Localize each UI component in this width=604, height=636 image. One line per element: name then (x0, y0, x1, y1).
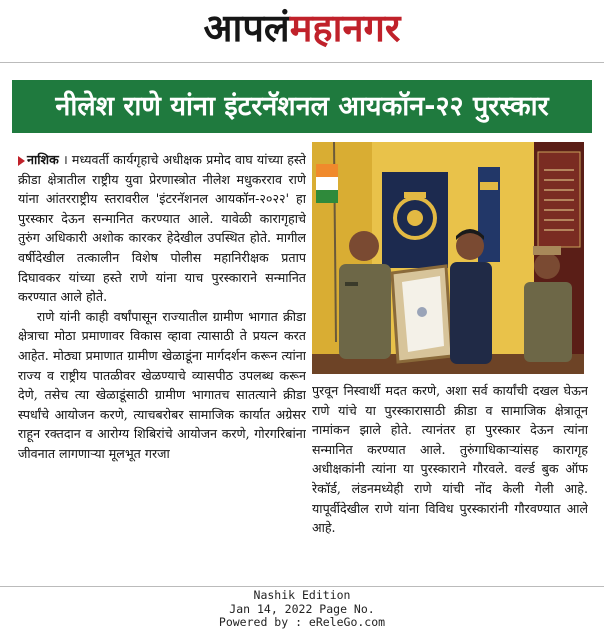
dateline-marker-icon (18, 156, 25, 166)
newspaper-logo (0, 4, 604, 52)
edition-name: Nashik Edition (253, 588, 351, 602)
article-paragraph-1 (18, 150, 306, 307)
powered-by-text: Powered by : eReleGo.com (218, 615, 386, 629)
article-paragraph-2: राणे यांनी काही वर्षांपासून राज्यातील ग्रामीण भागात क्रीडा क्षेत्राचा मोठा प्रमाणावर विकास व्हावा त्यासाठी ते प्रयत्न करत आहेत. मोठ्या प्रमाणात ग्रामीण खेळाडूंना मार्गदर्शन करून त्यांना राज्य व राष्ट्रीय पातळीवर खेळण्याचे व्यासपीठ उपलब्ध करून देणे, तसेच त्या खेळाडूंसाठी ग्रामीण भागातच सातत्याने क्रीडा स्पर्धांचे आयोजन करणे, त्याचबरोबर सामाजिक कार्यात अग्रेसर राहून रक्तदान व आरोग्य शिबिरांचे आयोजन करणे, गोरगरिबांना जीवनात लागणाऱ्या मूलभूत गरजा (18, 308, 306, 461)
article-column-left (18, 150, 306, 582)
masthead-divider (0, 62, 604, 63)
logo-part-2: महानगर (289, 5, 401, 50)
dateline-place: नाशिक (27, 152, 59, 167)
logo-part-1: आपलं (203, 5, 290, 50)
award-photo (312, 142, 584, 374)
article-column-right (312, 381, 588, 581)
award-photo-illustration (312, 142, 584, 374)
masthead (0, 0, 604, 62)
edition-date: Jan 14, 2022 Page No. (229, 601, 375, 616)
page-footer (0, 589, 604, 630)
paragraph-1-text: । मध्यवर्ती कार्यगृहाचे अधीक्षक प्रमोद वाघ यांच्या हस्ते क्रीडा क्षेत्रातील राष्ट्रीय युवा प्रेरणास्त्रोत नीलेश मधुकरराव राणे यांना आंतरराष्ट्रीय स्तरावरील 'इंटरनॅशनल आयकॉन-२०२२' हा पुरस्कार देऊन सन्मानित करण्यात आले. यावेळी कारागृहाचे तुरुंग अधिकारी अशोक कारकर हेदेखील उपस्थित होते. मागील वर्षीदेखील तत्कालीन विशेष पोलीस महानिरीक्षक प्रताप दिघावकर यांच्या हस्ते राणे यांना याच पुरस्काराने सन्मानित करण्यात आले होते. (18, 152, 306, 305)
article-paragraph-3: पुरवून निस्वार्थी मदत करणे, अशा सर्व कार्यांची दखल घेऊन राणे यांचे या पुरस्कारासाठी क्रीडा व सामाजिक क्षेत्रातून नामांकन झाले होते. त्यानंतर हा पुरस्कार देऊन त्यांना सन्मानित करण्यात आले. तुरुंगाधिकाऱ्यांसह कारागृह अधीक्षकांनी त्यांना या पुरस्काराने गौरवले. वर्ल्ड बुक ऑफ रेकॉर्ड, लंडनमध्येही राणे यांची नोंद केली गेली आहे. यापूर्वीदेखील राणे यांना विविध पुरस्कारांनी गौरवण्यात आले आहे. (312, 383, 588, 536)
footer-divider (0, 586, 604, 587)
article-headline: नीलेश राणे यांना इंटरनॅशनल आयकॉन-२२ पुरस्कार (12, 80, 592, 133)
